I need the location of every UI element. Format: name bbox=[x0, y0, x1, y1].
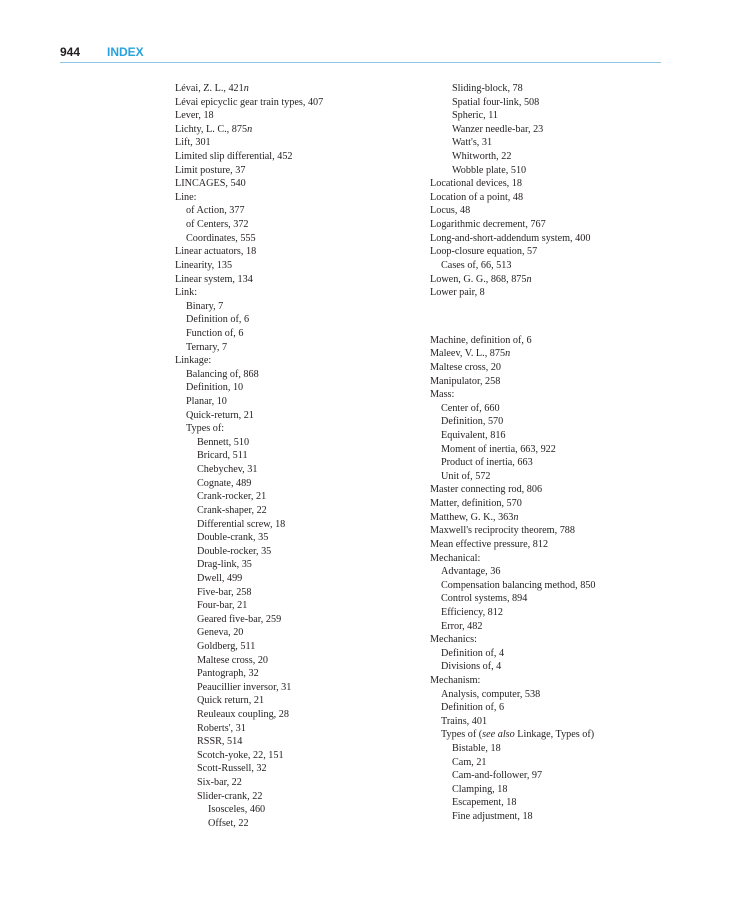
entry-text: Lichty, L. C., 875 bbox=[175, 123, 248, 135]
entry-text: Mass: bbox=[430, 389, 455, 401]
index-entry bbox=[430, 456, 690, 470]
index-entry bbox=[430, 388, 690, 402]
index-entry bbox=[430, 286, 690, 300]
entry-text: Location of a point, 48 bbox=[430, 191, 524, 203]
entry-text: Mechanics: bbox=[430, 634, 477, 646]
entry-text: Drag-link, 35 bbox=[197, 559, 252, 571]
index-entry bbox=[430, 361, 690, 375]
index-entry bbox=[430, 620, 690, 634]
entry-text: Matthew, G. K., 363 bbox=[430, 511, 514, 523]
index-entry bbox=[175, 395, 415, 409]
index-entry bbox=[430, 164, 690, 178]
index-entry bbox=[175, 545, 415, 559]
footnote-marker: n bbox=[247, 123, 253, 135]
entry-text: Link: bbox=[175, 287, 198, 299]
entry-text: Trains, 401 bbox=[441, 715, 488, 727]
entry-text: Function of, 6 bbox=[186, 327, 244, 339]
index-entry bbox=[175, 245, 415, 259]
entry-text: Center of, 660 bbox=[441, 402, 500, 414]
entry-text: Error, 482 bbox=[441, 620, 483, 632]
entry-text: Divisions of, 4 bbox=[441, 661, 502, 673]
index-entry bbox=[175, 722, 415, 736]
entry-text: Balancing of, 868 bbox=[186, 368, 259, 380]
index-entry bbox=[430, 150, 690, 164]
index-entry bbox=[175, 368, 415, 382]
index-entry bbox=[430, 715, 690, 729]
entry-text: Chebychev, 31 bbox=[197, 464, 258, 476]
index-entry bbox=[175, 286, 415, 300]
index-entry bbox=[175, 232, 415, 246]
entry-text: Locus, 48 bbox=[430, 205, 471, 217]
entry-text: Mechanism: bbox=[430, 674, 481, 686]
index-entry bbox=[175, 654, 415, 668]
index-entry bbox=[430, 136, 690, 150]
index-entry bbox=[430, 429, 690, 443]
entry-text: Quick return, 21 bbox=[197, 695, 265, 707]
entry-text: Maltese cross, 20 bbox=[430, 361, 502, 373]
index-entry bbox=[175, 300, 415, 314]
index-entry bbox=[175, 817, 415, 831]
index-entry bbox=[175, 327, 415, 341]
index-entry bbox=[430, 483, 690, 497]
entry-text: Advantage, 36 bbox=[441, 566, 501, 578]
index-entry bbox=[430, 82, 690, 96]
index-entry bbox=[175, 694, 415, 708]
entry-text: Double-crank, 35 bbox=[197, 532, 269, 544]
index-entry bbox=[430, 674, 690, 688]
index-entry bbox=[430, 443, 690, 457]
entry-text: Planar, 10 bbox=[186, 396, 227, 408]
entry-text: Whitworth, 22 bbox=[452, 151, 512, 163]
index-entry bbox=[175, 640, 415, 654]
entry-text: Dwell, 499 bbox=[197, 572, 243, 584]
entry-text: Cases of, 66, 513 bbox=[441, 259, 512, 271]
entry-text: Six-bar, 22 bbox=[197, 777, 242, 789]
entry-text: Quick-return, 21 bbox=[186, 409, 254, 421]
entry-text: Reuleaux coupling, 28 bbox=[197, 709, 289, 721]
index-entry bbox=[175, 191, 415, 205]
entry-text: Cam-and-follower, 97 bbox=[452, 770, 543, 782]
index-entry bbox=[175, 477, 415, 491]
index-entry bbox=[175, 109, 415, 123]
index-entry bbox=[430, 232, 690, 246]
index-entry bbox=[430, 783, 690, 797]
entry-text: RSSR, 514 bbox=[197, 736, 243, 748]
index-entry bbox=[175, 518, 415, 532]
index-entry bbox=[430, 579, 690, 593]
entry-text: Goldberg, 511 bbox=[197, 640, 256, 652]
index-entry bbox=[175, 626, 415, 640]
index-entry bbox=[430, 470, 690, 484]
index-entry bbox=[175, 681, 415, 695]
entry-text: Ternary, 7 bbox=[186, 341, 228, 353]
entry-text: Lévai, Z. L., 421 bbox=[175, 83, 244, 94]
index-entry bbox=[430, 606, 690, 620]
index-entry bbox=[430, 273, 690, 287]
index-entry bbox=[430, 688, 690, 702]
index-entry bbox=[430, 511, 690, 525]
entry-text: Crank-rocker, 21 bbox=[197, 491, 267, 503]
index-entry bbox=[430, 538, 690, 552]
entry-text-tail: Linkage, Types of) bbox=[514, 729, 595, 741]
index-entry bbox=[430, 647, 690, 661]
index-entry bbox=[430, 96, 690, 110]
entry-text: Logarithmic decrement, 767 bbox=[430, 219, 546, 231]
index-entry bbox=[430, 191, 690, 205]
entry-text: Binary, 7 bbox=[186, 300, 224, 312]
entry-text: Roberts', 31 bbox=[197, 722, 246, 734]
entry-text: Line: bbox=[175, 191, 197, 203]
entry-text: Analysis, computer, 538 bbox=[441, 688, 541, 700]
index-entry bbox=[175, 463, 415, 477]
entry-text: of Centers, 372 bbox=[186, 219, 249, 231]
index-entry bbox=[430, 552, 690, 566]
entry-text: Watt's, 31 bbox=[452, 137, 493, 149]
entry-text: Types of: bbox=[186, 423, 225, 435]
page-header bbox=[60, 44, 661, 63]
index-entry bbox=[430, 524, 690, 538]
entry-text: Moment of inertia, 663, 922 bbox=[441, 443, 556, 455]
index-entry bbox=[430, 565, 690, 579]
entry-text: Linear actuators, 18 bbox=[175, 246, 257, 258]
entry-text: Wobble plate, 510 bbox=[452, 164, 527, 176]
entry-text: Sliding-block, 78 bbox=[452, 83, 523, 94]
entry-text: Four-bar, 21 bbox=[197, 600, 248, 612]
entry-text: Efficiency, 812 bbox=[441, 606, 503, 618]
index-entry bbox=[175, 204, 415, 218]
index-entry bbox=[175, 762, 415, 776]
index-entry bbox=[175, 259, 415, 273]
entry-text: LINCAGES, 540 bbox=[175, 178, 246, 190]
entry-text: Differential screw, 18 bbox=[197, 518, 286, 530]
entry-text: Lowen, G. G., 868, 875 bbox=[430, 273, 527, 285]
entry-text: Unit of, 572 bbox=[441, 470, 491, 482]
index-entry bbox=[175, 150, 415, 164]
entry-text: Definition of, 6 bbox=[186, 314, 250, 326]
footnote-marker: n bbox=[243, 83, 249, 94]
entry-text: Lever, 18 bbox=[175, 110, 214, 122]
entry-text: Linearity, 135 bbox=[175, 259, 233, 271]
index-entry bbox=[175, 613, 415, 627]
index-entry bbox=[175, 177, 415, 191]
entry-text: Slider-crank, 22 bbox=[197, 790, 263, 802]
entry-text: Peaucillier inversor, 31 bbox=[197, 681, 292, 693]
entry-text: Machine, definition of, 6 bbox=[430, 334, 532, 346]
entry-text: Pantograph, 32 bbox=[197, 668, 259, 680]
index-entry bbox=[430, 633, 690, 647]
index-entry bbox=[175, 409, 415, 423]
index-entry bbox=[175, 803, 415, 817]
section-title: INDEX bbox=[107, 45, 144, 59]
index-entry bbox=[175, 313, 415, 327]
entry-text: Manipulator, 258 bbox=[430, 375, 501, 387]
entry-text: Linkage: bbox=[175, 355, 212, 367]
index-entry bbox=[175, 586, 415, 600]
footnote-marker: n bbox=[526, 273, 532, 285]
entry-text: Geneva, 20 bbox=[197, 627, 244, 639]
index-entry bbox=[175, 354, 415, 368]
entry-text: Offset, 22 bbox=[208, 817, 249, 829]
index-entry bbox=[175, 667, 415, 681]
index-column-left bbox=[175, 82, 415, 831]
entry-text: Lift, 301 bbox=[175, 137, 211, 149]
entry-text: Five-bar, 258 bbox=[197, 586, 252, 598]
index-entry bbox=[175, 422, 415, 436]
entry-text: Definition, 10 bbox=[186, 382, 244, 394]
index-entry bbox=[430, 347, 690, 361]
index-entry bbox=[175, 136, 415, 150]
index-entry bbox=[175, 164, 415, 178]
entry-text: of Action, 377 bbox=[186, 205, 245, 217]
entry-text: Bistable, 18 bbox=[452, 743, 501, 755]
index-entry bbox=[430, 497, 690, 511]
entry-text: Definition of, 6 bbox=[441, 702, 505, 714]
index-entry bbox=[175, 449, 415, 463]
entry-text: Lévai epicyclic gear train types, 407 bbox=[175, 96, 324, 108]
index-entry bbox=[175, 96, 415, 110]
index-entry bbox=[175, 123, 415, 137]
entry-text: Definition of, 4 bbox=[441, 647, 505, 659]
index-entry bbox=[175, 82, 415, 96]
index-entry bbox=[175, 218, 415, 232]
entry-text: Loop-closure equation, 57 bbox=[430, 246, 538, 258]
entry-text: Cognate, 489 bbox=[197, 477, 252, 489]
index-entry bbox=[430, 796, 690, 810]
entry-text: Bricard, 511 bbox=[197, 450, 248, 462]
entry-text: Double-rocker, 35 bbox=[197, 545, 272, 557]
index-entry bbox=[430, 375, 690, 389]
index-entry bbox=[175, 735, 415, 749]
entry-text: Equivalent, 816 bbox=[441, 430, 506, 442]
entry-text: Crank-shaper, 22 bbox=[197, 504, 267, 516]
index-entry bbox=[430, 810, 690, 824]
entry-text: Clamping, 18 bbox=[452, 783, 508, 795]
index-entry bbox=[175, 572, 415, 586]
index-entry bbox=[175, 599, 415, 613]
entry-text: Product of inertia, 663 bbox=[441, 457, 533, 469]
entry-text: Locational devices, 18 bbox=[430, 178, 522, 190]
entry-text: Limit posture, 37 bbox=[175, 164, 246, 176]
index-entry bbox=[430, 742, 690, 756]
entry-text: Scott-Russell, 32 bbox=[197, 763, 267, 775]
entry-text: Scotch-yoke, 22, 151 bbox=[197, 749, 284, 761]
entry-text: Mechanical: bbox=[430, 552, 481, 564]
section-gap bbox=[430, 300, 690, 334]
index-entry bbox=[430, 660, 690, 674]
entry-text: Lower pair, 8 bbox=[430, 287, 485, 299]
index-entry bbox=[430, 123, 690, 137]
index-entry bbox=[175, 341, 415, 355]
entry-text: Maltese cross, 20 bbox=[197, 654, 269, 666]
entry-text: Master connecting rod, 806 bbox=[430, 484, 543, 496]
index-entry bbox=[430, 204, 690, 218]
footnote-marker: n bbox=[505, 348, 511, 360]
index-entry bbox=[430, 415, 690, 429]
entry-text: Fine adjustment, 18 bbox=[452, 811, 533, 823]
entry-text: Types of ( bbox=[441, 729, 483, 741]
entry-text: Coordinates, 555 bbox=[186, 232, 256, 244]
entry-text: Escapement, 18 bbox=[452, 797, 517, 809]
footnote-marker: n bbox=[513, 511, 519, 523]
index-entry bbox=[430, 756, 690, 770]
italic-phrase: see also bbox=[482, 729, 515, 741]
entry-text: Matter, definition, 570 bbox=[430, 498, 522, 510]
entry-text: Spatial four-link, 508 bbox=[452, 96, 540, 108]
index-entry bbox=[175, 790, 415, 804]
entry-text: Spheric, 11 bbox=[452, 110, 499, 122]
entry-text: Definition, 570 bbox=[441, 416, 504, 428]
entry-text: Maxwell's reciprocity theorem, 788 bbox=[430, 525, 575, 537]
index-entry bbox=[430, 592, 690, 606]
entry-text: Geared five-bar, 259 bbox=[197, 613, 282, 625]
index-entry bbox=[175, 381, 415, 395]
index-entry bbox=[430, 109, 690, 123]
index-entry bbox=[430, 402, 690, 416]
index-entry bbox=[175, 776, 415, 790]
index-entry bbox=[175, 531, 415, 545]
index-entry bbox=[175, 273, 415, 287]
index-entry bbox=[430, 259, 690, 273]
index-entry bbox=[175, 749, 415, 763]
index-entry bbox=[430, 769, 690, 783]
index-entry bbox=[430, 245, 690, 259]
index-entry bbox=[175, 504, 415, 518]
entry-text: Maleev, V. L., 875 bbox=[430, 348, 506, 360]
index-entry bbox=[175, 558, 415, 572]
entry-text: Control systems, 894 bbox=[441, 593, 528, 605]
index-entry bbox=[430, 701, 690, 715]
page-number: 944 bbox=[60, 45, 81, 59]
index-entry bbox=[430, 218, 690, 232]
index-entry bbox=[175, 436, 415, 450]
entry-text: Mean effective pressure, 812 bbox=[430, 538, 549, 550]
entry-text: Long-and-short-addendum system, 400 bbox=[430, 232, 591, 244]
index-column-right bbox=[430, 82, 690, 824]
entry-text: Bennett, 510 bbox=[197, 436, 250, 448]
entry-text: Isosceles, 460 bbox=[208, 804, 266, 816]
entry-text: Compensation balancing method, 850 bbox=[441, 579, 596, 591]
index-entry bbox=[175, 708, 415, 722]
index-entry bbox=[175, 490, 415, 504]
entry-text: Cam, 21 bbox=[452, 756, 487, 768]
index-entry bbox=[430, 177, 690, 191]
entry-text: Wanzer needle-bar, 23 bbox=[452, 123, 544, 135]
index-entry bbox=[430, 334, 690, 348]
entry-text: Linear system, 134 bbox=[175, 273, 253, 285]
entry-text: Limited slip differential, 452 bbox=[175, 151, 293, 163]
index-entry bbox=[430, 728, 690, 742]
